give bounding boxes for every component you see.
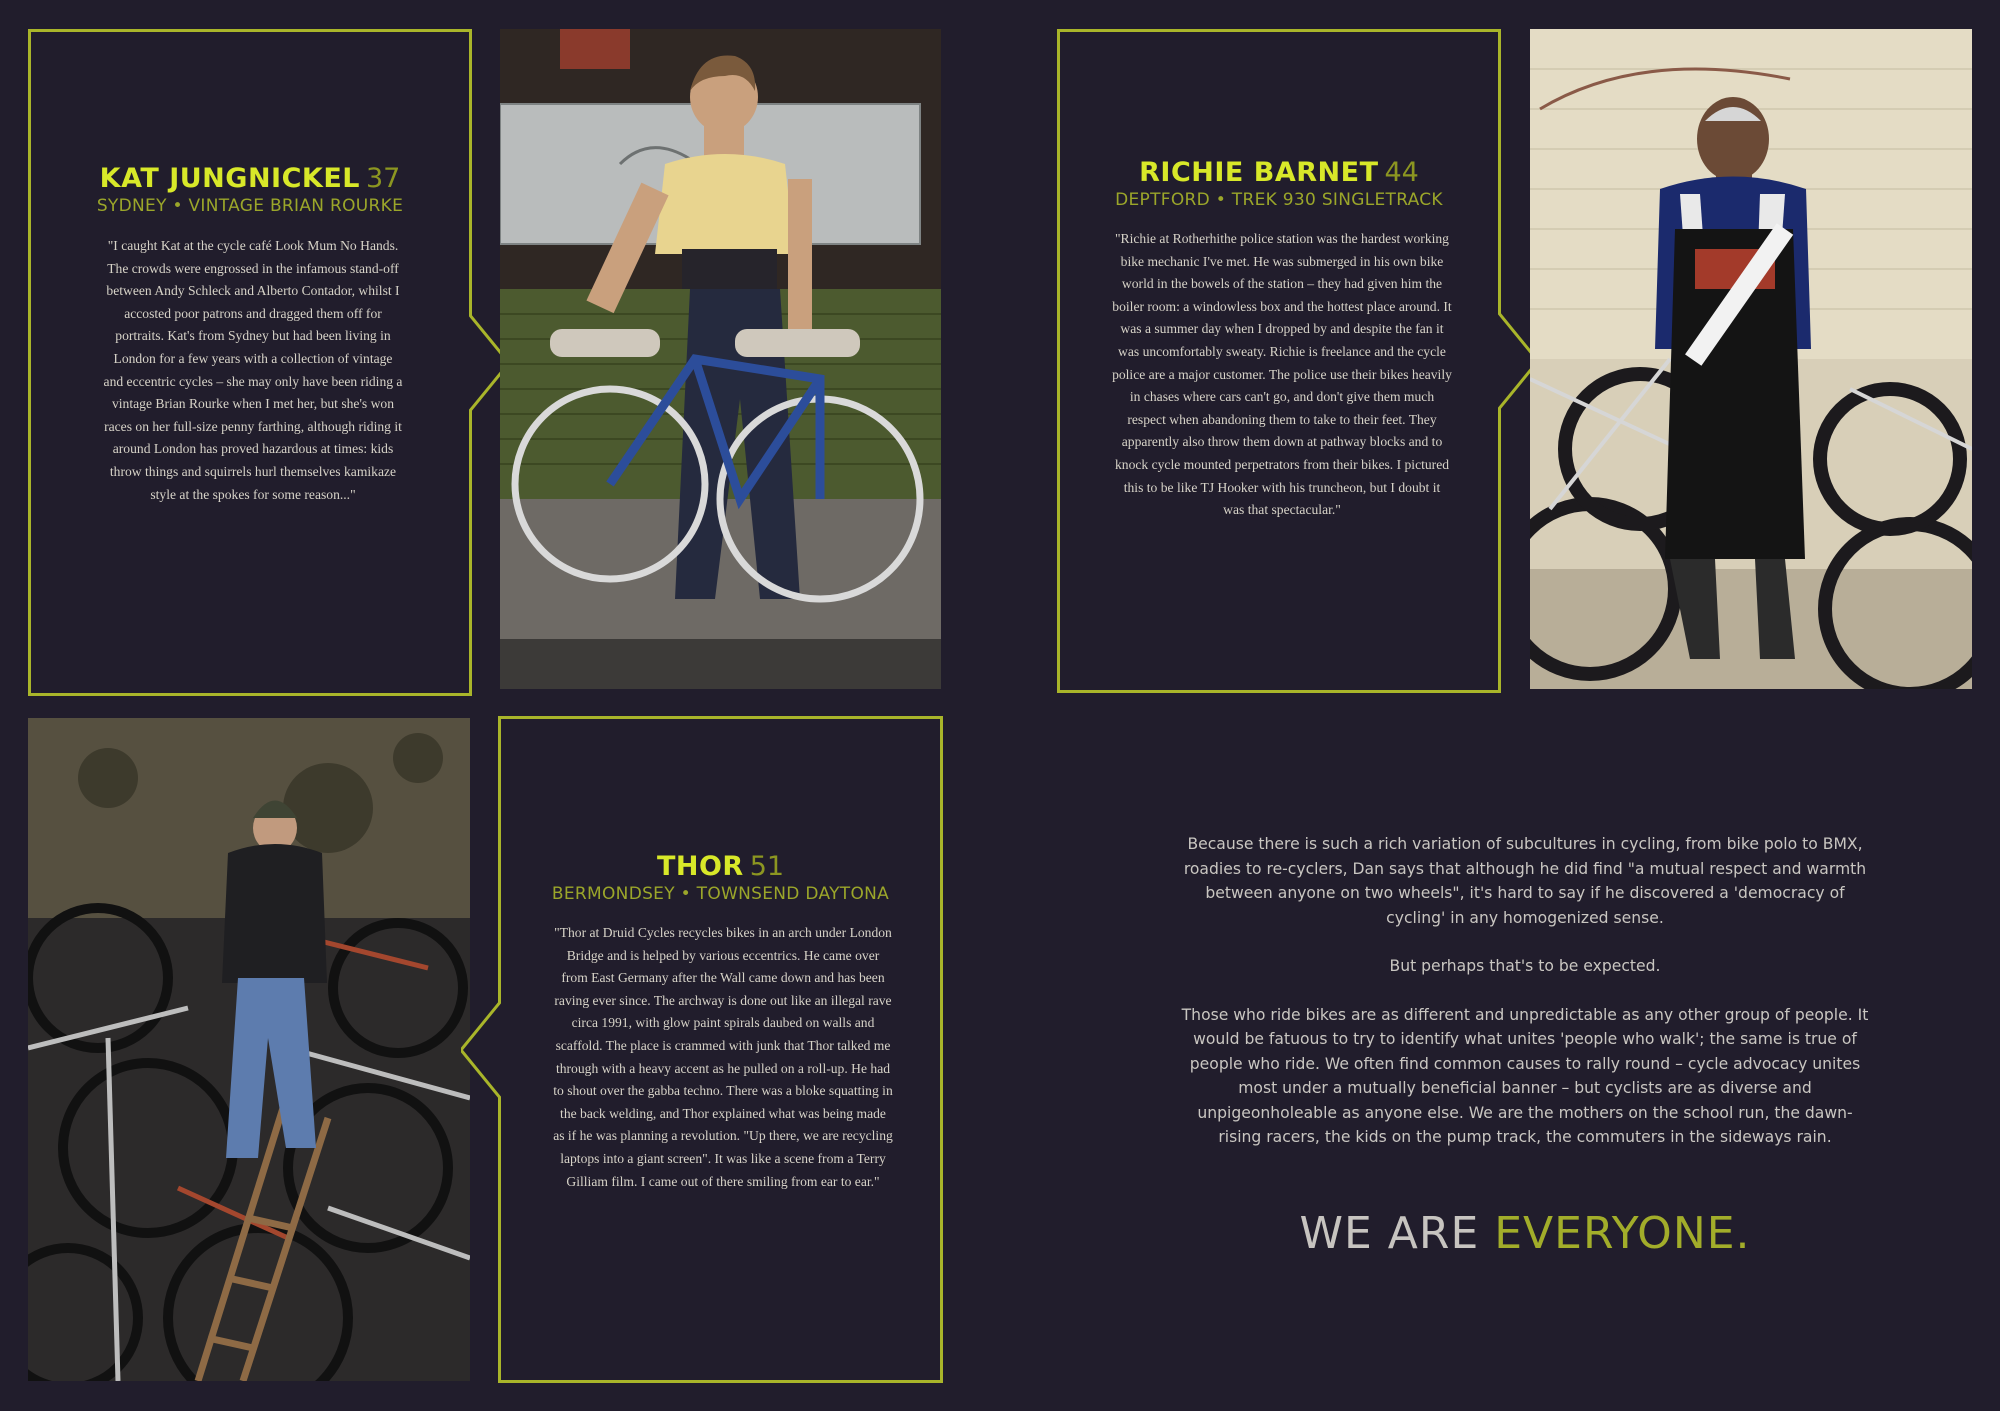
- profile-heading: [1060, 157, 1498, 210]
- slogan: [1180, 1208, 1870, 1259]
- profile-age: 37: [365, 163, 401, 194]
- profile-heading: [501, 851, 940, 904]
- profile-panel-kat: [28, 29, 472, 696]
- slogan-part-we-are: WE ARE: [1299, 1208, 1495, 1259]
- profile-panel-richie: [1057, 29, 1501, 693]
- callout-arrow: [461, 1001, 501, 1099]
- profile-name: THOR: [656, 851, 744, 882]
- profile-age: 44: [1384, 157, 1419, 188]
- photo-thor-on-bike-pile: [28, 718, 470, 1381]
- profile-quote: "I caught Kat at the cycle café Look Mum No Hands. The crowds were engrossed in the infamous stand-off between Andy Schleck and Alberto Contador, whilst I accosted poor patrons and dragged them off for portraits. Kat's from Sydney but had been living in London for a few years with a collection of vintage and eccentric cycles – she may only have been riding a vintage Brian Rourke when I met her, but she's won races on her full-size penny farthing, although riding it around London has proved hazardous at times: kids throw things and squirrels hurl themselves kamikaze style at the spokes for some reason...": [103, 238, 403, 502]
- profile-quote: "Thor at Druid Cycles recycles bikes in an arch under London Bridge and is helped by various eccentrics. He came over from East Germany after the Wall came down and has been raving ever since. The archway is done out like an illegal rave circa 1991, with glow paint spirals daubed on walls and scaffold. The place is crammed with junk that Thor talked me through with a heavy accent as he pulled on a roll-up. He had to shout over the gabba techno. There was a bloke squatting in the back welding, and Thor explained what was being made as if he was planning a revolution. "Up there, we are recycling laptops into a giant screen". It was like a scene from a Terry Gilliam film. I came out of there smiling from ear to ear.": [553, 925, 893, 1189]
- profile-subtitle: BERMONDSEY • TOWNSEND DAYTONA: [551, 884, 890, 904]
- photo-kat-with-bicycle: [500, 29, 941, 689]
- profile-name: KAT JUNGNICKEL: [99, 163, 360, 194]
- article-body: [1180, 832, 1870, 1174]
- profile-age: 51: [749, 851, 785, 882]
- profile-subtitle: DEPTFORD • TREK 930 SINGLETRACK: [1115, 190, 1443, 210]
- profile-name: RICHIE BARNET: [1139, 157, 1379, 188]
- profile-heading: [31, 163, 469, 216]
- slogan-part-everyone: EVERYONE.: [1494, 1208, 1751, 1259]
- photo-richie-in-bike-room: [1530, 29, 1972, 689]
- article-paragraph: But perhaps that's to be expected.: [1389, 957, 1661, 975]
- profile-panel-thor: [498, 716, 943, 1383]
- article-paragraph: Those who ride bikes are as different and unpredictable as any other group of people. It would be fatuous to try to identify what unites 'people who walk'; the same is true of people who ride. We often find common causes to rally round – cycle advocacy unites most under a mutually beneficial banner – but cyclists are as diverse and unpigeonholeable as anyone else. We are the mothers on the school run, the dawn-rising racers, the kids on the pump track, the commuters in the sideways rain.: [1181, 1005, 1869, 1146]
- profile-quote: "Richie at Rotherhithe police station was the hardest working bike mechanic I've met. He was submerged in his own bike world in the bowels of the station – they had given him the boiler room: a windowless box and the hottest place around. It was a summer day when I dropped by and despite the fan it was uncomfortably sweaty. Richie is freelance and the cycle police are a major customer. The police use their bikes heavily in chases where cars can't go, and don't give them much respect when abandoning them to take to their feet. They apparently also throw them down at pathway blocks and to knock cycle mounted perpetrators from their bikes. I pictured this to be like TJ Hooker with his truncheon, but I doubt it was that spectacular.": [1112, 231, 1452, 518]
- article-paragraph: Because there is such a rich variation of subcultures in cycling, from bike polo to BMX, roadies to re-cyclers, Dan says that although he did find "a mutual respect and warmth between anyone on two wheels", it's hard to say if he discovered a 'democracy of cycling' in any homogenized sense.: [1183, 835, 1867, 927]
- profile-subtitle: SYDNEY • VINTAGE BRIAN ROURKE: [96, 196, 404, 216]
